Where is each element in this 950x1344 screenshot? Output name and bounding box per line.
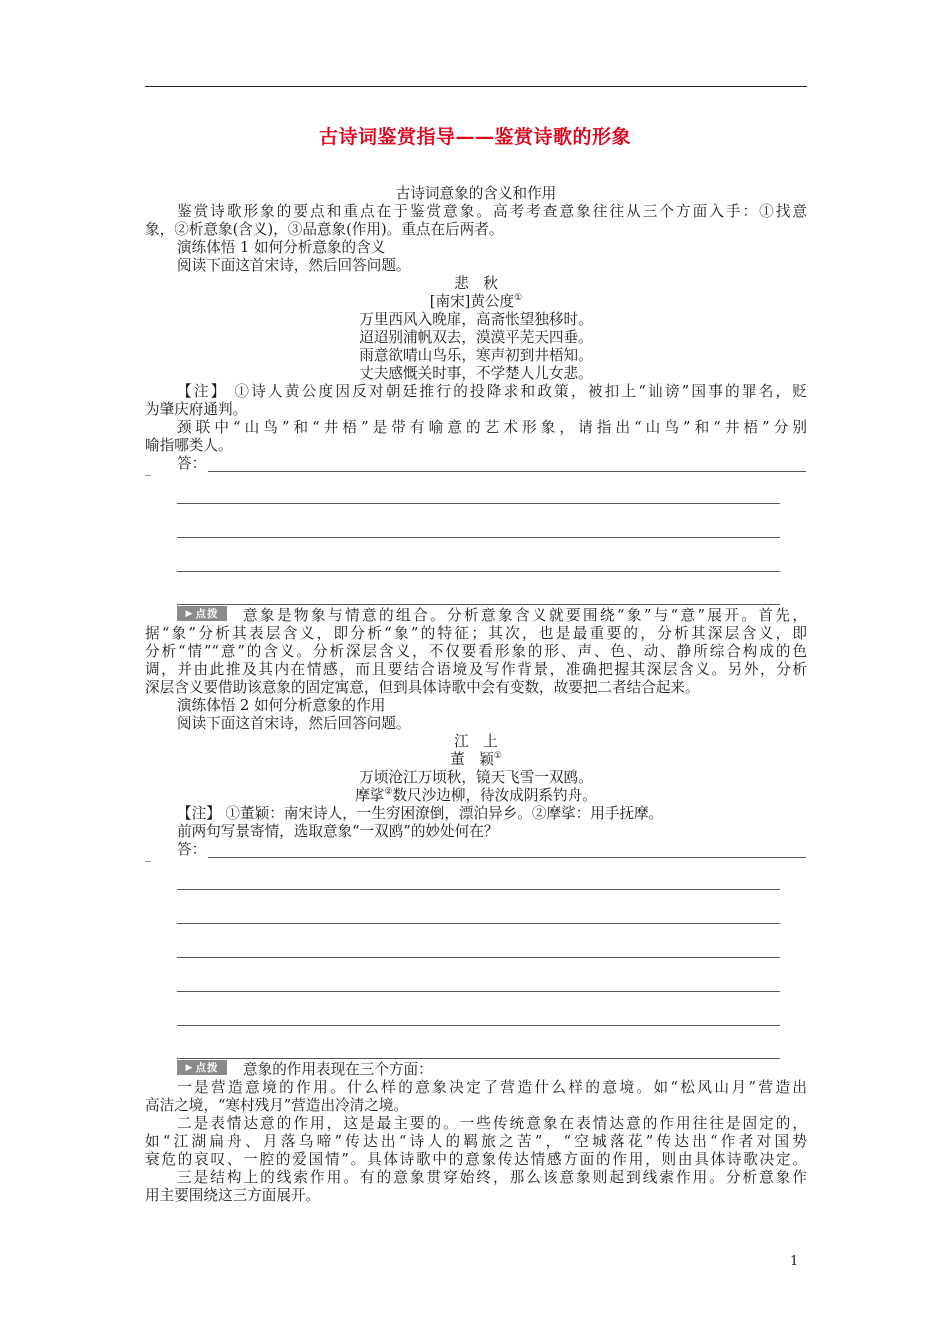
tip2-line: 三是结构上的线索作用。有的意象贯穿始终，那么该意象则起到线索作用。分析意象作 <box>177 1169 807 1186</box>
poem1-author-name: [南宋]黄公度 <box>429 293 515 310</box>
question2: 前两句写景寄情，选取意象“一双鸥”的妙处何在？ <box>177 823 499 840</box>
poem2-author <box>145 751 807 769</box>
poem2-line-start: 摩挲 <box>355 787 385 804</box>
poem2-author-name: 董 颖 <box>450 751 494 768</box>
answer2-line[interactable] <box>177 1025 780 1026</box>
poem1-note-line-2: 为肇庆府通判。 <box>145 401 248 418</box>
practice2-instruction: 阅读下面这首宋诗，然后回答问题。 <box>177 715 411 732</box>
answer1-line[interactable] <box>177 503 780 504</box>
poem1-note-line-1: 【注】 ①诗人黄公度因反对朝廷推行的投降求和政策，被扣上“讪谤”国事的罪名，贬 <box>177 383 807 400</box>
practice1-heading: 演练体悟 1 如何分析意象的含义 <box>177 239 386 256</box>
dash-mark: _ <box>145 462 151 476</box>
poem2-line: 万顷沧江万顷秋，镜天飞雪一双鸥。 <box>359 769 593 786</box>
poem2-line-rest: 数尺沙边柳，待汝成阴系钓舟。 <box>392 787 597 804</box>
tip2-line: 衰危的哀叹、一腔的爱国情”。具体诗歌中的意象传达情感方面的作用，则由具体诗歌决定。 <box>145 1151 807 1168</box>
section-heading: 古诗词意象的含义和作用 <box>395 185 557 202</box>
practice1-instruction: 阅读下面这首宋诗，然后回答问题。 <box>177 257 411 274</box>
tip1-line: 分析“情”“意”的含义。分析深层含义，不仅要看形象的形、声、色、动、静所综合构成的色 <box>145 643 807 660</box>
play-arrow-icon: ▶ <box>185 1062 194 1073</box>
poem1-line: 雨意欲晴山鸟乐，寒声初到井梧知。 <box>359 347 593 364</box>
tip2-line: 高洁之境，“寒村残月”营造出冷清之境。 <box>145 1097 409 1114</box>
answer1-line[interactable] <box>177 571 780 572</box>
intro-line-1: 鉴赏诗歌形象的要点和重点在于鉴赏意象。高考考查意象往往从三个方面入手：①找意 <box>177 203 807 220</box>
question1-line-1: 颈联中“山鸟”和“井梧”是带有喻意的艺术形象，请指出“山鸟”和“井梧”分别 <box>177 419 807 436</box>
poem2-title: 江 上 <box>454 733 498 750</box>
tip2-line: 一是营造意境的作用。什么样的意象决定了营造什么样的意境。如“松风山月”营造出 <box>177 1079 807 1096</box>
tip2-badge <box>177 1060 227 1075</box>
tip2-lead: 意象的作用表现在三个方面： <box>243 1061 433 1078</box>
answer2-line[interactable] <box>177 889 780 890</box>
answer2-line[interactable] <box>208 857 806 858</box>
answer1-label: 答： <box>177 455 207 472</box>
footnote-mark: ① <box>514 293 523 304</box>
answer1-line[interactable] <box>177 537 780 538</box>
play-arrow-icon: ▶ <box>185 608 194 619</box>
tip1-badge <box>177 606 227 621</box>
tip1-line: 调，并由此推及其内在情感，而且要结合语境及写作背景，准确把握其深层含义。另外，分析 <box>145 661 807 678</box>
poem1-author <box>145 293 807 311</box>
tip1-line: 据“象”分析其表层含义，即分析“象”的特征；其次，也是最重要的，分析其深层含义，即 <box>145 625 807 642</box>
answer1-line[interactable] <box>208 471 806 472</box>
question1-line-2: 喻指哪类人。 <box>145 437 233 454</box>
answer2-line[interactable] <box>177 1058 780 1059</box>
answer2-line[interactable] <box>177 991 780 992</box>
tip1-line: 意象是物象与情意的组合。分析意象含义就要围绕“象”与“意”展开。首先， <box>243 607 807 624</box>
poem1-line: 万里西风入晚扉，高斋怅望独移时。 <box>359 311 593 328</box>
poem1-line: 迢迢别浦帆双去，漠漠平芜天四垂。 <box>359 329 593 346</box>
answer2-line[interactable] <box>177 957 780 958</box>
poem2-note: 【注】 ①董颖：南宋诗人，一生穷困潦倒，漂泊异乡。②摩挲：用手抚摩。 <box>177 805 664 822</box>
practice2-heading: 演练体悟 2 如何分析意象的作用 <box>177 697 386 714</box>
dash-mark: _ <box>145 848 151 862</box>
poem1-line: 丈夫感慨关时事，不学楚人儿女悲。 <box>359 365 593 382</box>
tip2-line: 如“江湖扁舟、月落乌啼”传达出“诗人的羁旅之苦”，“空城落花”传达出“作者对国势 <box>145 1133 807 1150</box>
footnote-mark: ① <box>493 751 502 762</box>
tip2-badge-label: 点拨 <box>195 1062 219 1074</box>
header-rule <box>145 86 807 87</box>
tip2-line: 用主要围绕这三方面展开。 <box>145 1187 321 1204</box>
poem1-title: 悲 秋 <box>454 275 498 292</box>
page-title: 古诗词鉴赏指导——鉴赏诗歌的形象 <box>318 126 631 148</box>
tip1-badge-label: 点拨 <box>195 608 219 620</box>
page-number: 1 <box>790 1254 799 1269</box>
answer2-label: 答： <box>177 841 207 858</box>
poem2-line <box>145 787 807 805</box>
answer1-line[interactable] <box>177 604 780 605</box>
tip1-line: 深层含义要借助该意象的固定寓意，但到具体诗歌中会有变数，故要把二者结合起来。 <box>145 679 700 696</box>
tip2-line: 二是表情达意的作用，这是最主要的。一些传统意象在表情达意的作用往往是固定的， <box>177 1115 807 1132</box>
answer2-line[interactable] <box>177 923 780 924</box>
intro-line-2: 象，②析意象(含义)，③品意象(作用)。重点在后两者。 <box>145 221 504 238</box>
footnote-mark: ② <box>384 787 393 798</box>
